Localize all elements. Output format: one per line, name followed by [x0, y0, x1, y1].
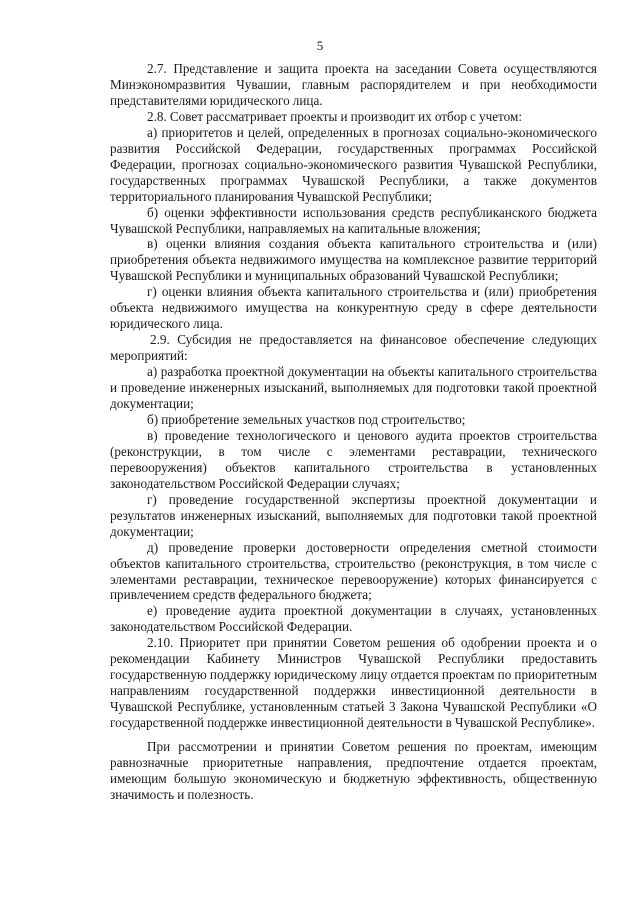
paragraph-2-10: 2.10. Приоритет при принятии Советом решения об одобрении проекта и о рекомендации Кабинету Министров Чувашской Республики предоставить государственную поддержку юридическому лицу отдается проектам по приоритетным направлениям государственной поддержки инвестиционной деятельности в Чувашской Республике, установленным статьей 3 Закона Чувашской Республики «О государственной поддержке инвестиционной деятельности в Чувашской Республике». [110, 635, 597, 731]
document-body [110, 61, 597, 803]
paragraph-2-8: 2.8. Совет рассматривает проекты и производит их отбор с учетом: [147, 108, 522, 124]
paragraph-2-10-continuation: При рассмотрении и принятии Советом решения по проектам, имеющим равнозначные приоритетные направления, предпочтение отдается проектам, имеющим большую экономическую и бюджетную эффективность, общественную значимость и полезность. [110, 739, 597, 802]
paragraph-2-9-a: а) разработка проектной документации на объекты капитального строительства и проведение инженерных изысканий, выполняемых для подготовки такой проектной документации; [110, 364, 597, 412]
paragraph-2-9-b: б) приобретение земельных участков под строительство; [147, 411, 466, 427]
paragraph-2-8-v: в) оценки влияния создания объекта капитального строительства и (или) приобретения объекта недвижимого имущества на комплексное развитие территорий Чувашской Республики и муниципальных образований Чувашской Республики; [110, 236, 597, 284]
paragraph-2-7: 2.7. Представление и защита проекта на заседании Совета осуществляются Минэкономразвития Чувашии, главным распорядителем и при необходимости представителями юридического лица. [110, 61, 597, 108]
paragraph-2-9-d: д) проведение проверки достоверности определения сметной стоимости объектов капитального строительства, строительство (реконструкция, в том числе с элементами реставрации, техническое перевооружение) которых финансируется с привлечением средств федерального бюджета; [110, 539, 597, 603]
paragraph-2-9-g: г) проведение государственной экспертизы проектной документации и результатов инженерных изысканий, выполняемых для подготовки такой проектной документации; [110, 491, 597, 539]
paragraph-2-9: 2.9. Субсидия не предоставляется на финансовое обеспечение следующих мероприятий: [110, 332, 597, 364]
paragraph-2-8-b: б) оценки эффективности использования средств республиканского бюджета Чувашской Республики, направляемых на капитальные вложения; [110, 204, 597, 236]
paragraph-2-8-g: г) оценки влияния объекта капитального строительства и (или) приобретения объекта недвижимого имущества на конкурентную среду в сфере деятельности юридического лица. [110, 284, 597, 332]
paragraph-2-9-v: в) проведение технологического и ценового аудита проектов строительства (реконструкции, в том числе с элементами реставрации, технического перевооружения) объектов капитального строительства в установленных законодательством Российской Федерации случаях; [110, 427, 597, 491]
paragraph-2-9-e: е) проведение аудита проектной документации в случаях, установленных законодательством Российской Федерации. [110, 603, 597, 635]
paragraph-2-8-a: а) приоритетов и целей, определенных в прогнозах социально-экономического развития Российской Федерации, государственных программах Российской Федерации, прогнозах социально-экономического развития Чувашской Республики, государственных программах Чувашской Республики, а также документов территориального планирования Чувашской Республики; [110, 124, 597, 204]
page-number: 5 [316, 38, 324, 53]
